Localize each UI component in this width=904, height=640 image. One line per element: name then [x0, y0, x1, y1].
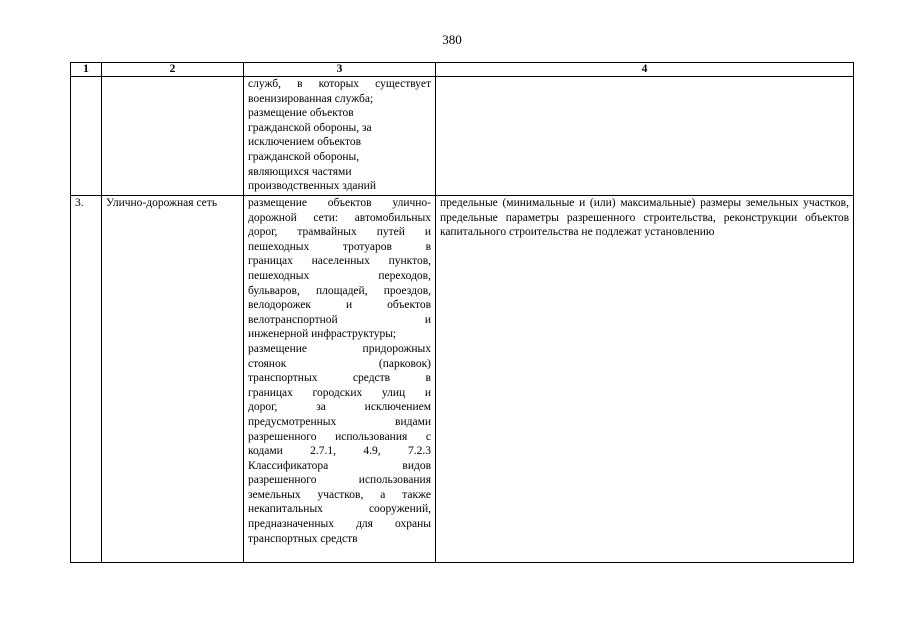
description-line: дорог, за исключением — [248, 401, 431, 414]
description-line: бульваров, площадей, проездов, — [248, 284, 431, 297]
description-line: границах населенных пунктов, — [248, 255, 431, 268]
description-line: гражданской обороны, — [248, 150, 360, 163]
description-line: велотранспортной и — [248, 313, 431, 326]
description-line: дорог, трамвайных путей и — [248, 226, 431, 239]
description-line: пешеходных тротуаров в — [248, 240, 431, 253]
page-number: 380 — [442, 32, 462, 47]
description-line: военизированная служба; — [248, 92, 374, 105]
row-parameters-cell: предельные (минимальные и (или) максимальные) размеры земельных участков, предельные параметры разрешенного строительства, реконструкции объектов капитального строительства не подлежат установлению — [436, 196, 854, 563]
row-description-cell — [244, 196, 436, 563]
description-line: стоянок (парковок) — [248, 357, 431, 370]
description-line: транспортных средств — [248, 532, 358, 545]
column-header-2: 2 — [102, 63, 244, 77]
column-header-3: 3 — [244, 63, 436, 77]
description-line: Классификатора видов — [248, 459, 431, 472]
table-header-row — [71, 63, 854, 77]
row-parameters-cell — [436, 77, 854, 196]
row-description-cell — [244, 77, 436, 196]
description-line: инженерной инфраструктуры; — [248, 328, 397, 341]
description-line: земельных участков, а также — [248, 488, 431, 501]
description-line: размещение объектов улично- — [248, 197, 431, 209]
description-line: границах городских улиц и — [248, 386, 431, 399]
description-line: транспортных средств в — [248, 372, 431, 385]
description-line: предусмотренных видами — [248, 415, 431, 428]
description-line: размещение объектов — [248, 107, 354, 120]
table-row — [71, 196, 854, 563]
description-line: некапитальных сооружений, — [248, 503, 431, 516]
description-line: кодами 2.7.1, 4.9, 7.2.3 — [248, 445, 431, 458]
regulations-table — [70, 62, 854, 563]
description-line: гражданской обороны, за — [248, 121, 372, 134]
column-header-1: 1 — [71, 63, 102, 77]
description-line: производственных зданий — [248, 180, 376, 193]
row-name-cell: Улично-дорожная сеть — [102, 196, 244, 563]
table-row — [71, 77, 854, 196]
description-line: предназначенных для охраны — [248, 518, 431, 531]
row-number-cell: 3. — [71, 196, 102, 563]
description-line: разрешенного использования с — [248, 430, 431, 443]
description-line: велодорожек и объектов — [248, 299, 431, 312]
description-line: дорожной сети: автомобильных — [248, 211, 431, 224]
description-line: размещение придорожных — [248, 342, 431, 355]
row-number-cell — [71, 77, 102, 196]
column-header-4: 4 — [436, 63, 854, 77]
description-line: разрешенного использования — [248, 474, 431, 487]
description-line: исключением объектов — [248, 136, 362, 149]
row-name-cell — [102, 77, 244, 196]
description-line: являющихся частями — [248, 165, 352, 178]
description-line: служб, в которых существует — [248, 78, 431, 90]
description-line: пешеходных переходов, — [248, 269, 431, 282]
